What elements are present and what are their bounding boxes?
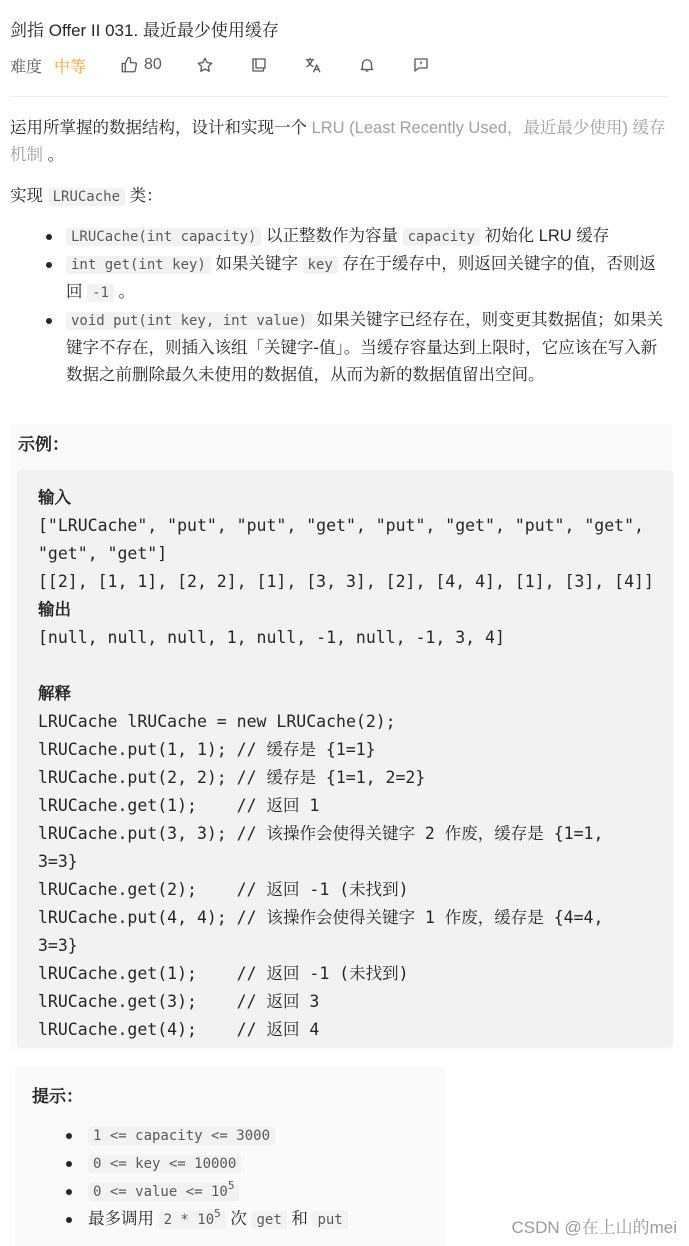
- hints-list: [60, 1122, 348, 1234]
- list-item: LRUCache(int capacity) 以正整数作为容量 capacity 初始化 LRU 缓存: [34, 223, 670, 251]
- code-line: 输入: [38, 489, 71, 507]
- code-line: 解释: [38, 685, 71, 703]
- code-line: lRUCache.put(3, 3); // 该操作会使得关键字 2 作废，缓存是 {1=1,: [38, 824, 604, 843]
- impl-paragraph: 实现 LRUCache 类：: [10, 187, 163, 205]
- feedback-icon: [412, 56, 430, 74]
- problem-description: [10, 115, 670, 389]
- thumbs-up-icon: [120, 56, 138, 74]
- code-line: 3=3}: [38, 936, 78, 955]
- share-icon: [250, 56, 268, 74]
- class-name-code: LRUCache: [48, 188, 125, 206]
- star-icon: [196, 56, 214, 74]
- difficulty-label: 难度: [10, 58, 43, 76]
- code-line: LRUCache lRUCache = new LRUCache(2);: [38, 712, 396, 731]
- like-button[interactable]: [120, 56, 162, 74]
- watermark: CSDN @在上山的mei: [511, 1218, 677, 1237]
- problem-meta-bar: [10, 52, 430, 78]
- code-line: lRUCache.put(4, 4); // 该操作会使得关键字 1 作废，缓存是 {4=4,: [38, 908, 604, 927]
- bell-icon: [358, 56, 376, 74]
- code-line: lRUCache.get(3); // 返回 3: [38, 992, 320, 1011]
- code-line: lRUCache.get(1); // 返回 1: [38, 796, 320, 815]
- code-line: lRUCache.get(1); // 返回 -1 (未找到): [38, 964, 409, 983]
- code-line: ["LRUCache", "put", "put", "get", "put", "get", "put", "get",: [38, 516, 644, 535]
- list-item: 最多调用 $2 * 10^5$ 次 get 和 put: [60, 1206, 348, 1234]
- list-item: 1 <= capacity <= 3000: [60, 1122, 348, 1150]
- subscribe-button[interactable]: [358, 56, 376, 74]
- example-heading: 示例：: [18, 435, 69, 454]
- translate-icon: [304, 56, 322, 74]
- code-line: lRUCache.get(4); // 返回 4: [38, 1020, 320, 1039]
- lru-link[interactable]: LRU (Least Recently Used，最近最少使用) 缓存机制: [10, 119, 666, 164]
- code-line: [[2], [1, 1], [2, 2], [1], [3, 3], [2], [4, 4], [1], [3], [4]]: [38, 572, 654, 591]
- code-line: lRUCache.put(1, 1); // 缓存是 {1=1}: [38, 740, 376, 759]
- list-item: int get(int key) 如果关键字 key 存在于缓存中，则返回关键字的值，否则返回 -1 。: [34, 251, 670, 307]
- list-item: void put(int key, int value) 如果关键字已经存在，则变更其数据值；如果关键字不存在，则插入该组「关键字-值」。当缓存容量达到上限时，它应该在写入新数据之前删除最久未使用的数据值，从而为新的数据值留出空间。: [34, 307, 670, 389]
- api-list: [10, 223, 670, 389]
- problem-title: 剑指 Offer II 031. 最近最少使用缓存: [10, 21, 279, 40]
- favorite-button[interactable]: [196, 56, 214, 74]
- list-item: 0 <= value <= $10^5$: [60, 1178, 348, 1206]
- code-line: [null, null, null, 1, null, -1, null, -1, 3, 4]: [38, 628, 505, 647]
- intro-paragraph: 运用所掌握的数据结构，设计和实现一个 LRU (Least Recently Used，最近最少使用) 缓存机制 。: [10, 119, 666, 164]
- like-count: 80: [144, 56, 162, 73]
- share-button[interactable]: [250, 56, 268, 74]
- code-line: 3=3}: [38, 852, 78, 871]
- code-line: 输出: [38, 601, 71, 619]
- list-item: 0 <= key <= 10000: [60, 1150, 348, 1178]
- code-line: lRUCache.get(2); // 返回 -1 (未找到): [38, 880, 409, 899]
- example-code-lines: [38, 484, 654, 1044]
- difficulty-badge: 中等: [54, 58, 87, 76]
- code-line: "get", "get"]: [38, 544, 168, 563]
- example-heading-bar: [10, 424, 672, 460]
- translate-button[interactable]: [304, 56, 322, 74]
- code-line: [38, 652, 654, 680]
- hints-heading: 提示：: [32, 1087, 83, 1106]
- header-divider: [10, 96, 669, 97]
- code-line: lRUCache.put(2, 2); // 缓存是 {1=1, 2=2}: [38, 768, 426, 787]
- feedback-button[interactable]: [412, 56, 430, 74]
